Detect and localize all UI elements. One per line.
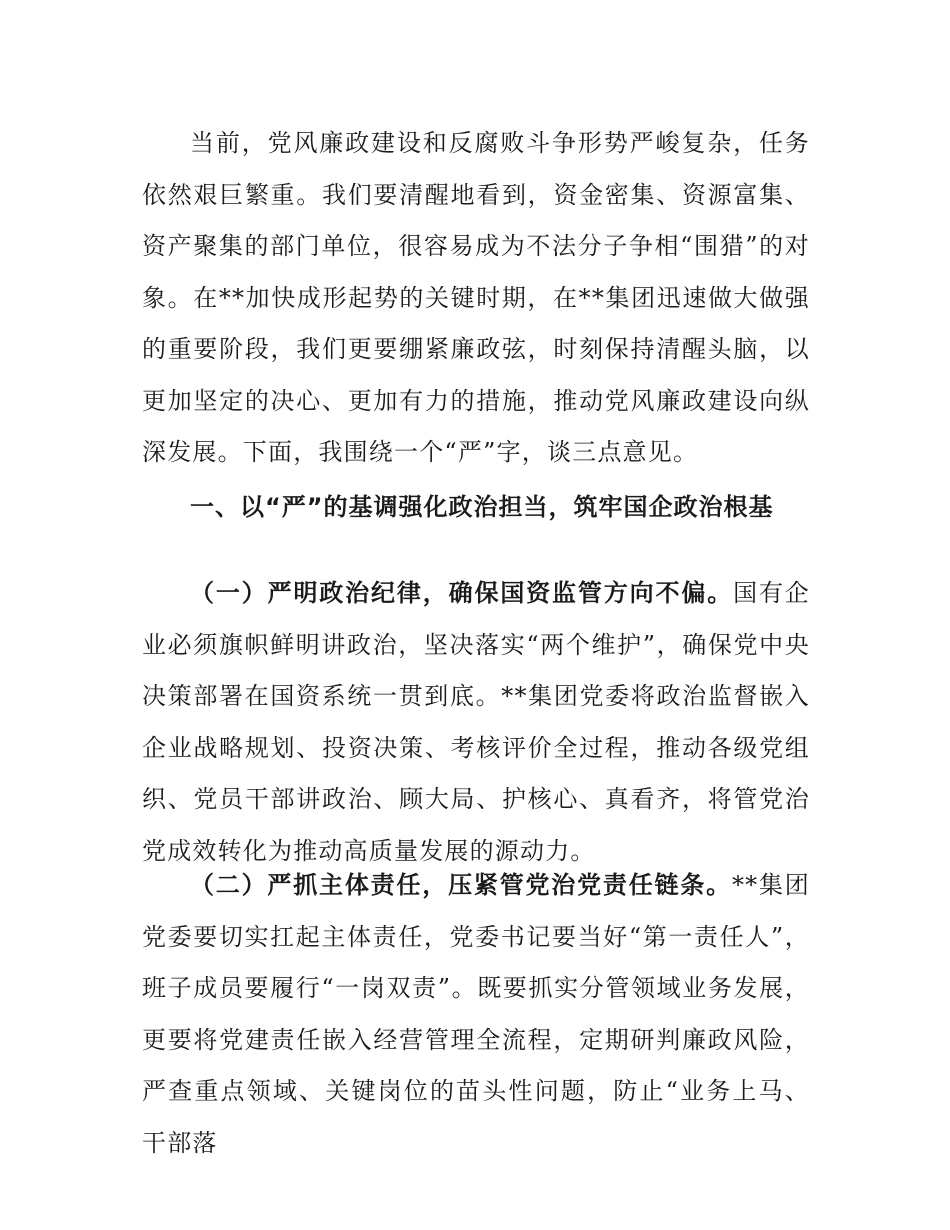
item-2-paragraph: [142, 860, 810, 1169]
item-1-body: 国有企业必须旗帜鲜明讲政治，坚决落实“两个维护”，确保党中央决策部署在国资系统一贯到底。**集团党委将政治监督嵌入企业战略规划、投资决策、考核评价全过程，推动各级党组织、党员干部讲政治、顾大局、护核心、真看齐，将管党治党成效转化为推动高质量发展的源动力。: [142, 579, 810, 865]
intro-paragraph: 当前，党风廉政建设和反腐败斗争形势严峻复杂，任务依然艰巨繁重。我们要清醒地看到，资金密集、资源富集、资产聚集的部门单位，很容易成为不法分子争相“围猎”的对象。在**加快成形起势的关键时期，在**集团迅速做大做强的重要阶段，我们更要绷紧廉政弦，时刻保持清醒头脑，以更加坚定的决心、更加有力的措施，推动党风廉政建设向纵深发展。下面，我围绕一个“严”字，谈三点意见。: [142, 129, 810, 466]
item-2-lead: （二）严抓主体责任，压紧管党治党责任链条。: [190, 871, 732, 899]
section-heading: 一、以“严”的基调强化政治担当，筑牢国企政治根基: [190, 493, 774, 521]
item-1-paragraph: [142, 568, 810, 877]
item-2-body: **集团党委要切实扛起主体责任，党委书记要当好“第一责任人”，班子成员要履行“一岗双责”。既要抓实分管领域业务发展，更要将党建责任嵌入经营管理全流程，定期研判廉政风险，严查重点领域、关键岗位的苗头性问题，防止“业务上马、干部落: [142, 871, 810, 1157]
item-1-lead: （一）严明政治纪律，确保国资监管方向不偏。: [190, 579, 734, 607]
